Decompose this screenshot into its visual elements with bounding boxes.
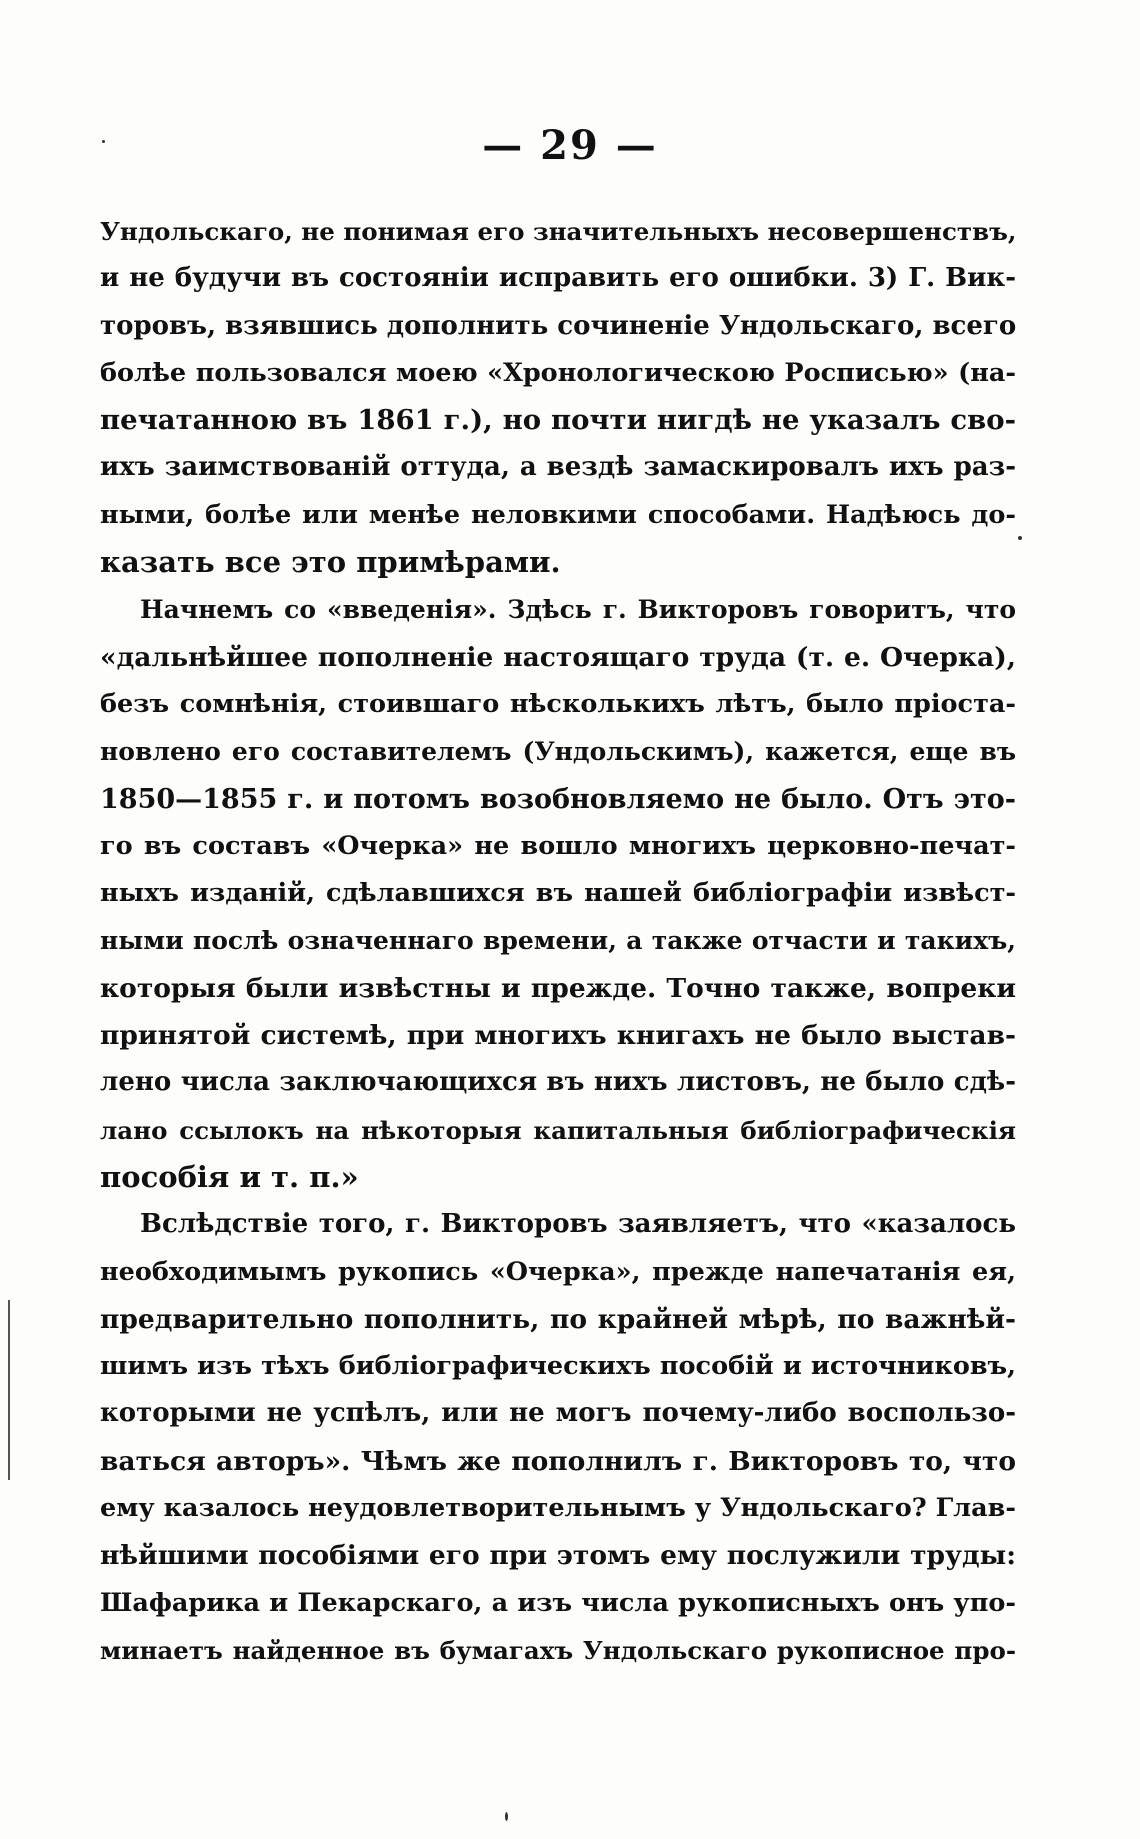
- scan-speck: [505, 1812, 508, 1821]
- text-line: принятой системѣ, при многихъ книгахъ не было выстав-: [100, 1020, 1016, 1052]
- paragraph-3: [100, 1201, 1016, 1674]
- text-line: которыя были извѣстны и прежде. Точно также, вопреки: [100, 972, 1016, 1004]
- text-line: печатанною въ 1861 г.), но почти нигдѣ не указалъ сво-: [100, 404, 1016, 437]
- body-text: [100, 208, 1016, 1674]
- page-number: — 29 —: [482, 122, 658, 169]
- text-line: шимъ изъ тѣхъ библіографическихъ пособій и источниковъ,: [100, 1351, 1016, 1382]
- text-line: казать все это примѣрами.: [100, 545, 561, 580]
- text-line: лано ссылокъ на нѣкоторыя капитальныя библіографическія: [100, 1115, 1016, 1145]
- text-line: Ундольскаго, не понимая его значительныхъ несовершенствъ,: [100, 217, 1016, 246]
- text-line: 1850—1855 г. и потомъ возобновляемо не было. Отъ это-: [100, 783, 1016, 815]
- text-line: ными, болѣе или менѣе неловкими способами. Надѣюсь до-: [100, 499, 1016, 530]
- text-line: нѣйшими пособіями его при этомъ ему послужили труды:: [100, 1540, 1016, 1572]
- text-line: ихъ заимствованій оттуда, а вездѣ замаскировалъ ихъ раз-: [100, 452, 1016, 483]
- text-line: ему казалось неудовлетворительнымъ у Ундольскаго? Глав-: [100, 1493, 1016, 1524]
- text-line: минаетъ найденное въ бумагахъ Ундольскаго рукописное про-: [100, 1635, 1016, 1665]
- text-line: и не будучи въ состояніи исправить его ошибки. 3) Г. Вик-: [100, 263, 1016, 294]
- text-line: болѣе пользовался моею «Хронологическою Росписью» (на-: [100, 357, 1016, 388]
- paragraph-1: [100, 208, 1016, 586]
- text-line: торовъ, взявшись дополнить сочиненіе Ундольскаго, всего: [100, 310, 1016, 341]
- text-line: лено числа заключающихся въ нихъ листовъ, не было сдѣ-: [100, 1067, 1016, 1098]
- text-line: ваться авторъ». Чѣмъ же пополнилъ г. Викторовъ то, что: [100, 1445, 1016, 1477]
- text-line: го въ составъ «Очерка» не вошло многихъ церковно-печат-: [100, 830, 1016, 861]
- scan-speck: [102, 140, 105, 143]
- paragraph-2: [100, 586, 1016, 1201]
- text-line: Начнемъ со «введенія». Здѣсь г. Викторовъ говоритъ, что: [140, 595, 1016, 625]
- text-line: «дальнѣйшее пополненіе настоящаго труда (т. е. Очерка),: [100, 641, 1016, 673]
- text-line: Шафарика и Пекарскаго, а изъ числа рукописныхъ онъ упо-: [100, 1587, 1016, 1618]
- text-line: безъ сомнѣнія, стоившаго нѣсколькихъ лѣтъ, было пріоста-: [100, 688, 1016, 719]
- text-line: ными послѣ означеннаго времени, а также отчасти и такихъ,: [100, 926, 1016, 956]
- text-line: необходимымъ рукопись «Очерка», прежде напечатанія ея,: [100, 1256, 1016, 1287]
- text-line: которыми не успѣлъ, или не могъ почему-либо воспользо-: [100, 1398, 1016, 1429]
- text-line: новлено его составителемъ (Ундольскимъ), кажется, еще въ: [100, 737, 1016, 767]
- scan-speck: [1018, 536, 1022, 540]
- text-line: ныхъ изданій, сдѣлавшихся въ нашей библіографіи извѣст-: [100, 878, 1016, 909]
- scan-margin-line: [8, 1300, 10, 1480]
- text-line: предварительно пополнить, по крайней мѣрѣ, по важнѣй-: [100, 1303, 1016, 1335]
- text-line: Вслѣдствіе того, г. Викторовъ заявляетъ, что «казалось: [140, 1209, 1016, 1240]
- text-line: пособія и т. п.»: [100, 1159, 359, 1194]
